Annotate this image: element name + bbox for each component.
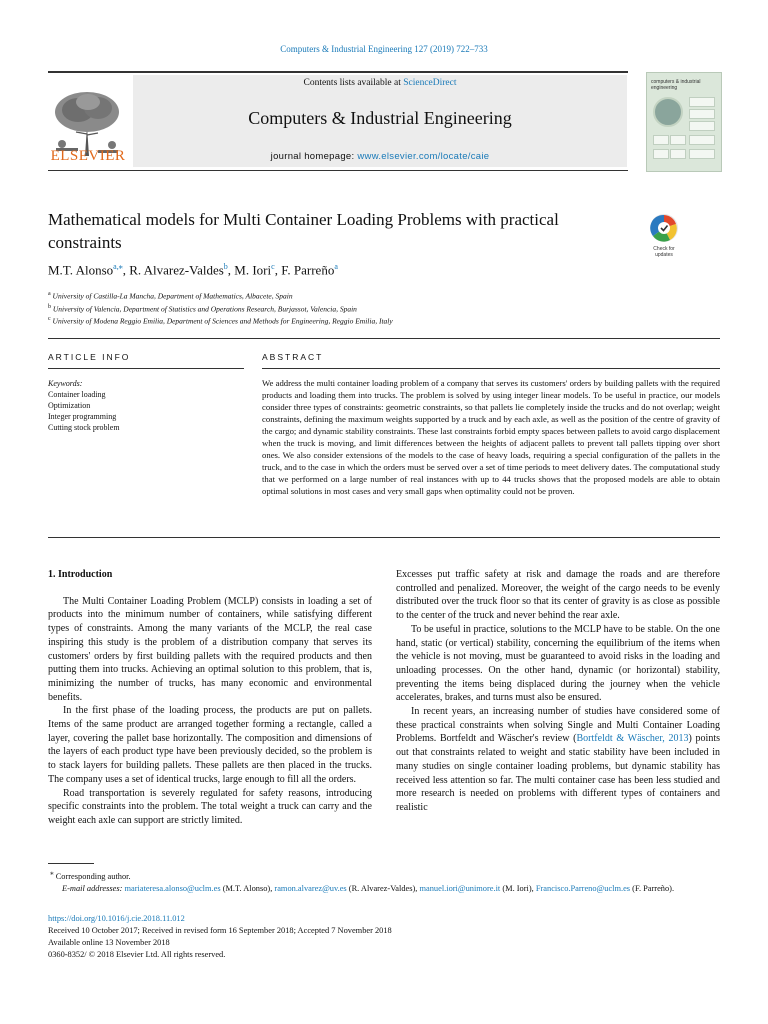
author-name[interactable]: F. Parreño [281,262,335,278]
abstract-text: We address the multi container loading problem of a company that serves its customers' orders by building pallets with the required products and loading them into trucks. The problem is solved by using integer linear models. To be useful in practice, our models consider three types of constraints: geometric constraints, so that pallets lie completely inside the trucks and do not overlap; weight constraints, defining the maximum weights supported by a truck and by each axle, as well as the position of the centre of gravity of the cargo; and dynamic stability constraints. These last constraints forbid empty spaces between pallets to avoid cargo displacement when the truck is moving, and limit differences between the heights of adjacent pallets to prevent tall pallets tipping over short ones. We also consider extensions of the models to the case of heavy loads, requiring a special configuration of the pallets in the truck, and to the case in which the orders must be served over a set of time periods to meet delivery dates. The computational study that we performed on a large number of real instances with up to 44 trucks shows that the proposed models are able to obtain optimal solutions in most cases and very small gaps when optimality could not be proven. [262,378,720,496]
homepage-link[interactable]: www.elsevier.com/locate/caie [357,151,490,162]
cover-block [653,149,669,159]
homepage-line [133,151,627,162]
publisher-name: ELSEVIER [50,148,126,164]
email-owner: (M. Iori), [500,883,536,893]
email-owner: (R. Alvarez-Valdes), [346,883,420,893]
sciencedirect-link[interactable]: ScienceDirect [403,78,457,88]
cover-block [670,135,686,145]
email-addresses [48,883,720,895]
author-separator: , [227,262,235,278]
email-link[interactable]: Francisco.Parreno@uclm.es [535,883,631,893]
email-link[interactable]: mariateresa.alonso@uclm.es [124,883,221,893]
journal-cover-thumbnail[interactable] [646,72,722,172]
citation-link[interactable]: Bortfeldt & Wäscher, 2013 [576,733,689,745]
affiliation-key: a [48,291,51,297]
journal-citation[interactable]: Computers & Industrial Engineering 127 (2019) 722–733 [280,44,488,54]
keyword: Integer programming [48,412,117,421]
section-rule [48,338,720,339]
corresponding-mark: ⁎ [50,869,54,877]
contents-line [133,78,627,88]
cover-block [670,149,686,159]
affiliation-key: c [48,316,51,322]
received-dates: Received 10 October 2017; Received in revised form 16 September 2018; Accepted 7 November 2018 [48,926,392,935]
author-affiliation-mark[interactable]: c [271,262,275,271]
section-rule [48,537,720,538]
email-link[interactable]: ramon.alvarez@uv.es [274,883,347,893]
email-link[interactable]: manuel.iori@unimore.it [419,883,501,893]
author-affiliation-mark[interactable]: a,⁎ [113,262,123,271]
email-owner: (F. Parreño). [630,883,675,893]
article-info-heading: ARTICLE INFO [48,352,131,362]
introduction-heading: 1. Introduction [48,569,113,580]
abstract-heading: ABSTRACT [262,352,324,362]
author-affiliation-mark[interactable]: a [334,262,338,271]
affiliation-text: University of Modena Reggio Emilia, Department of Sciences and Methods for Engineering, Reggio Emilia, Italy [52,316,393,326]
keywords-heading: Keywords: [48,379,83,388]
body-paragraph: To be useful in practice, solutions to the MCLP have to be stable. On the one hand, static (or vertical) stability, concerning the equilibrium of the items when the vehicle is not moving, must be guaranteed to avoid risks in the loading and unloading processes. On the other hand, dynamic (or horizontal) stability, preventing the items being displaced during the journey when the vehicle accelerates, brakes, and turns must also be ensured. [396,623,720,704]
crossmark-icon [645,212,683,246]
email-owner: (M.T. Alonso), [220,883,275,893]
affiliation-list [48,289,668,327]
cover-emblem [653,97,683,127]
affiliation-text: University of Valencia, Department of Statistics and Operations Research, Burjassot, Valencia, Spain [52,304,357,313]
keyword: Optimization [48,401,91,410]
corresponding-text: Corresponding author. [55,871,131,881]
cover-block [689,121,715,131]
body-paragraph: In the first phase of the loading process, the products are put on pallets. Items of the same product are arranged together forming a rectangle, called a layer, covering the pallet base horizontally. The composition and dimensions of the layers of each product type have been previously decided, so the problem is to stack layers for building pallets. These pallets are then placed in the trucks. The company uses a set of identical trucks, large enough to fill all the orders. [48,705,372,785]
paragraph-text: ) points out that constraints related to weight and static stability have been included in many studies on single container loading problems, but dynamic stability has received less attention so far. The multi container case has been less studied and more research is needed on problems with different types of containers and realistic [396,733,721,813]
cover-block [689,109,715,119]
affiliation-text: University of Castilla-La Mancha, Department of Mathematics, Albacete, Spain [52,291,293,301]
author-name[interactable]: M. Iori [234,262,272,278]
paragraph-text: In recent years, an increasing number of studies have considered some of these practical constraints when solving Single and Multi Container Loading Problems. Bortfeldt and Wäscher's review ( [396,706,720,745]
check-for-updates-badge[interactable] [645,212,683,262]
author-separator: , [122,262,130,278]
email-label: E-mail addresses: [62,883,123,893]
affiliation-item [48,302,668,315]
keywords-block [48,378,244,433]
author-separator: , [274,262,282,278]
contents-prefix: Contents lists available at [303,78,404,88]
online-date: Available online 13 November 2018 [48,938,170,947]
section-rule [48,368,244,369]
corresponding-author-note [48,867,720,883]
cover-block [653,135,669,145]
affiliation-item [48,289,668,302]
body-column-right [396,568,720,815]
section-rule [262,368,720,369]
doi-link[interactable]: https://doi.org/10.1016/j.cie.2018.11.012 [48,914,185,923]
publication-info [48,913,720,961]
article-title: Mathematical models for Multi Container Loading Problems with practical constraints [48,210,559,252]
affiliation-key: b [48,303,51,310]
cover-title: computers & industrial engineering [651,79,701,91]
footnote-rule [48,863,94,864]
body-paragraph: Road transportation is severely regulated for safety reasons, introducing specific constraints into the problem. The total weight a truck can carry and the weight each axle can support are strictly limited. [48,787,372,826]
copyright: 0360-8352/ © 2018 Elsevier Ltd. All rights reserved. [48,950,226,959]
cover-block [689,97,715,107]
homepage-prefix: journal homepage: [270,151,358,162]
keyword: Cutting stock problem [48,423,120,432]
body-paragraph: The Multi Container Loading Problem (MCLP) consists in loading a set of products into the minimum number of containers, while satisfying different types of constraints. Among the many variants of the MCLP, the real case inspiring this study is the problem of a distribution company that serves its customers' orders by first building pallets with the required products and then putting them into trucks. Achieving an optimal solution to this problem, that is, minimizing the number of trucks, has many economic and environmental benefits. [48,595,372,703]
masthead-top-rule [48,71,628,73]
affiliation-item [48,314,668,327]
masthead-bottom-rule [48,170,628,171]
author-name[interactable]: M.T. Alonso [48,262,114,278]
crossmark-label: Check for updates [653,246,675,258]
keyword: Container loading [48,390,106,399]
footnotes [48,867,720,895]
body-column-left [48,568,372,828]
body-paragraph [396,705,720,815]
journal-title: Computers & Industrial Engineering [248,108,512,128]
cover-block [689,135,715,145]
author-list [48,262,668,278]
body-paragraph: Excesses put traffic safety at risk and damage the roads and are therefore controlled and penalized. Moreover, the weight of the cargo needs to be evenly distributed over the truck floor so that its center of gravity is as close as possible to the center of the truck and never behind the rear axle. [396,569,720,622]
cover-block [689,149,715,159]
author-affiliation-mark[interactable]: b [223,262,228,271]
author-name[interactable]: R. Alvarez-Valdes [129,262,224,278]
